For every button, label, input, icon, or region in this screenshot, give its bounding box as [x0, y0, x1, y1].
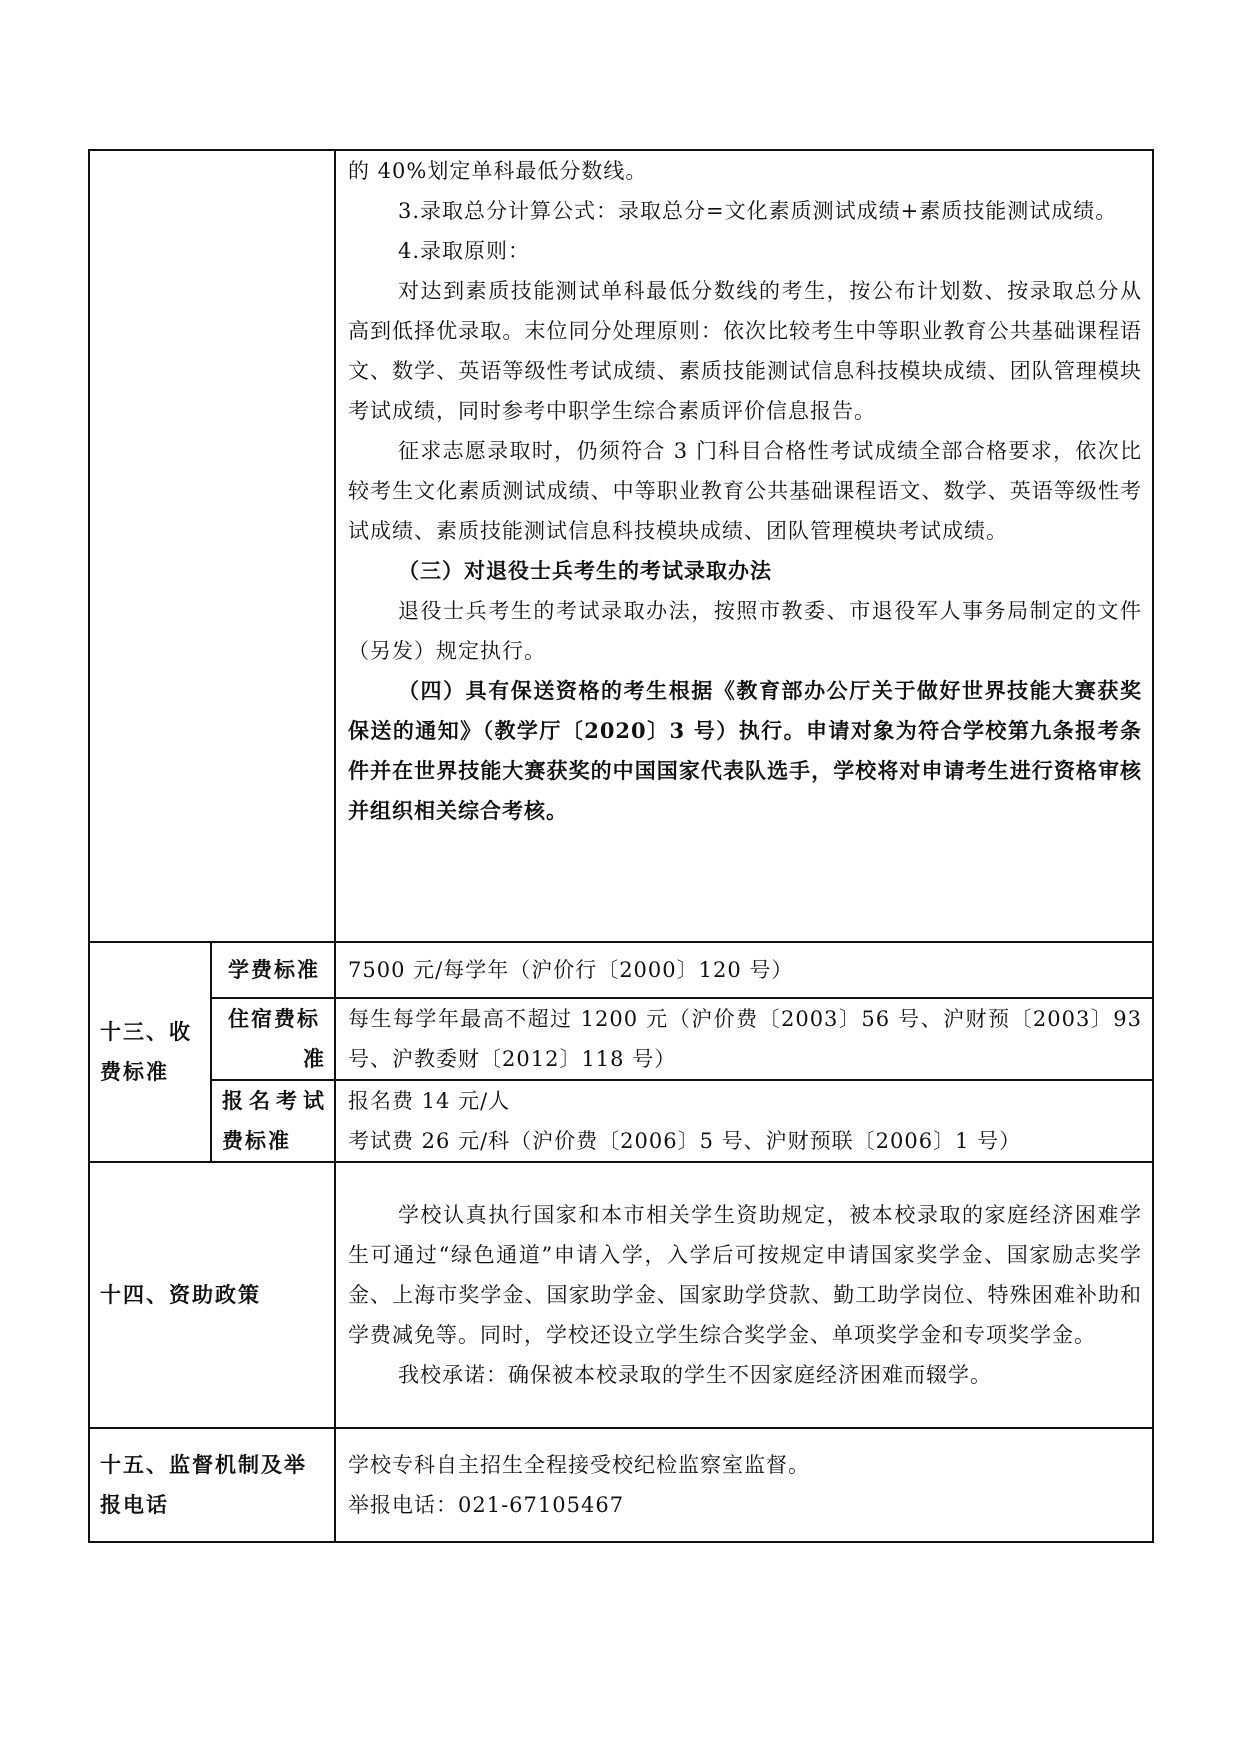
dorm-value: 每生每学年最高不超过 1200 元（沪价费〔2003〕56 号、沪财预〔2003〕93 号、沪教委财〔2012〕118 号） [348, 1007, 1142, 1071]
aid-paragraph-2: 我校承诺：确保被本校录取的学生不因家庭经济困难而辍学。 [398, 1363, 992, 1387]
fees-label: 十三、收费标准 [89, 942, 211, 1162]
dorm-row [89, 998, 1153, 1080]
dorm-value-cell [335, 998, 1153, 1080]
supervision-label: 十五、监督机制及举报电话 [89, 1428, 335, 1542]
exam-fee-value: 考试费 26 元/科（沪价费〔2006〕5 号、沪财预联〔2006〕1 号） [348, 1129, 1022, 1153]
tuition-row [89, 942, 1153, 998]
aid-row [89, 1162, 1153, 1428]
admission-info-table [88, 149, 1154, 1543]
aid-paragraph-1: 学校认真执行国家和本市相关学生资助规定，被本校录取的家庭经济困难学生可通过“绿色通道”申请入学，入学后可按规定申请国家奖学金、国家励志奖学金、上海市奖学金、国家助学金、国家助学贷款、勤工助学岗位、特殊困难补助和学费减免等。同时，学校还设立学生综合奖学金、单项奖学金和专项奖学金。 [348, 1203, 1142, 1347]
exam-fee-label: 报名考试费标准 [211, 1080, 335, 1162]
dorm-label-cell [211, 998, 335, 1080]
admission-rules-row [89, 150, 1153, 942]
admission-paragraph-5: 征求志愿录取时，仍须符合 3 门科目合格性考试成绩全部合格要求，依次比较考生文化素质测试成绩、中等职业教育公共基础课程语文、数学、英语等级性考试成绩、素质技能测试信息科技模块成绩、团队管理模块考试成绩。 [348, 439, 1142, 543]
admission-paragraph-3: 4.录取原则： [398, 239, 531, 263]
registration-fee-value: 报名费 14 元/人 [348, 1089, 511, 1113]
veteran-paragraph: 退役士兵考生的考试录取办法，按照市教委、市退役军人事务局制定的文件（另发）规定执行。 [348, 599, 1142, 663]
admission-rules-label-cell [89, 150, 335, 942]
admission-paragraph-2: 3.录取总分计算公式：录取总分=文化素质测试成绩+素质技能测试成绩。 [398, 199, 1118, 223]
dorm-label-line-2: 准 [303, 1046, 326, 1071]
exam-fee-value-cell [335, 1080, 1153, 1162]
document-page [88, 149, 1152, 1543]
dorm-label-line-1: 住宿费标 [228, 1006, 320, 1031]
aid-content-cell [335, 1162, 1153, 1428]
aid-label: 十四、资助政策 [89, 1162, 335, 1428]
admission-rules-content-cell [335, 150, 1153, 942]
supervision-paragraph: 学校专科自主招生全程接受校纪检监察室监督。 [348, 1453, 810, 1477]
tuition-label: 学费标准 [211, 942, 335, 998]
supervision-content-cell [335, 1428, 1153, 1542]
exam-fee-row [89, 1080, 1153, 1162]
tuition-value-cell [335, 942, 1153, 998]
admission-paragraph-1: 的 40%划定单科最低分数线。 [348, 159, 648, 183]
admission-paragraph-4: 对达到素质技能测试单科最低分数线的考生，按公布计划数、按录取总分从高到低择优录取。末位同分处理原则：依次比较考生中等职业教育公共基础课程语文、数学、英语等级性考试成绩、素质技能测试信息科技模块成绩、团队管理模块考试成绩，同时参考中职学生综合素质评价信息报告。 [348, 279, 1142, 423]
recommendation-paragraph: （四）具有保送资格的考生根据《教育部办公厅关于做好世界技能大赛获奖保送的通知》（教学厅〔2020〕3 号）执行。申请对象为符合学校第九条报考条件并在世界技能大赛获奖的中国国家代表队选手，学校将对申请考生进行资格审核并组织相关综合考核。 [348, 678, 1142, 823]
report-phone: 举报电话：021-67105467 [348, 1493, 625, 1517]
veteran-heading: （三）对退役士兵考生的考试录取办法 [398, 558, 772, 583]
supervision-row [89, 1428, 1153, 1542]
tuition-value: 7500 元/每学年（沪价行〔2000〕120 号） [348, 958, 794, 982]
